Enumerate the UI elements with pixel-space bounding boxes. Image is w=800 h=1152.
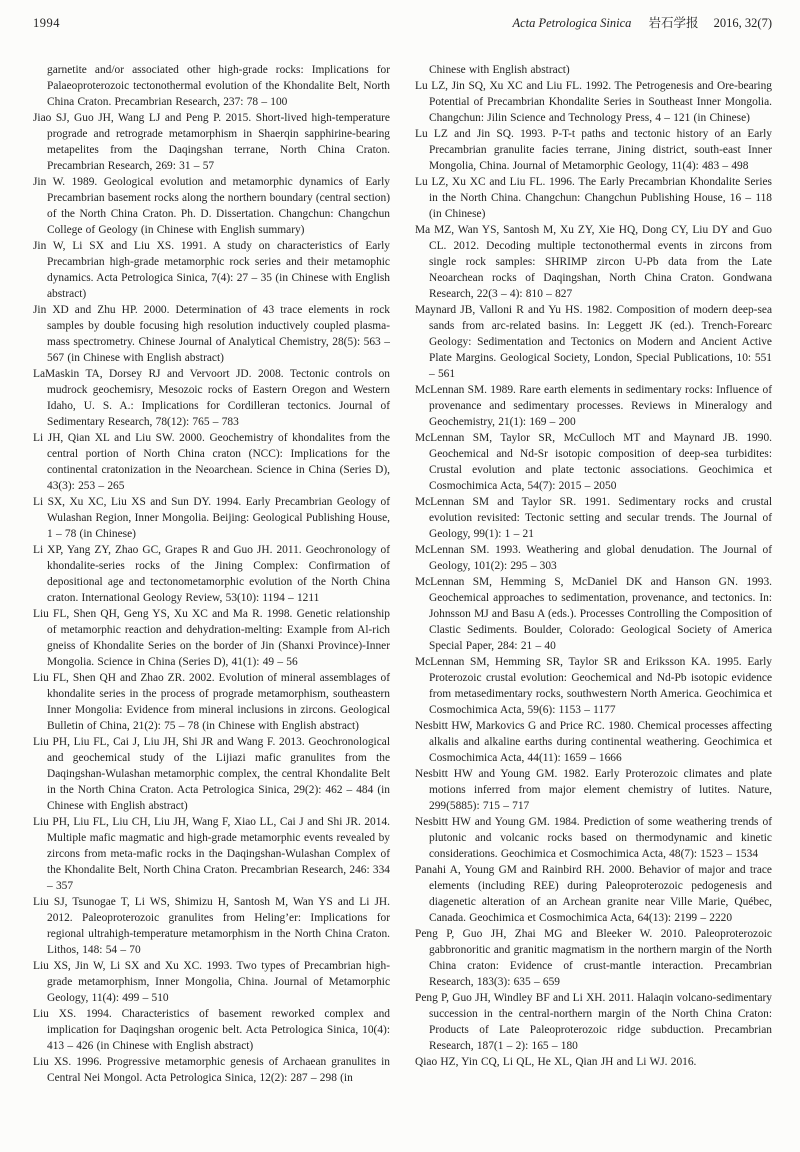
journal-name-chinese: 岩石学报 [648,16,699,30]
reference-entry: Nesbitt HW and Young GM. 1984. Prediction of some weathering trends of plutonic and volcanic rocks based on thermodynamic and kinetic considerations. Geochimica et Cosmochimica Acta, 48(7): 1523 – 1534 [415,816,772,860]
reference-entry: Li JH, Qian XL and Liu SW. 2000. Geochemistry of khondalites from the central portion of North China craton (NCC): Implications for the continental cratonization in the Neoarchean. Science in China (Series D), 43(3): 253 – 265 [33,432,390,492]
journal-name-english: Acta Petrologica Sinica [512,16,632,30]
reference-entry: Ma MZ, Wan YS, Santosh M, Xu ZY, Xie HQ, Dong CY, Liu DY and Guo CL. 2012. Decoding multiple tectonothermal events in zircons from single rock samples: SHRIMP zircon U-Pb data from the Late Neoarchean rocks of Daqingshan, North China Craton. Gondwana Research, 22(3 – 4): 810 – 827 [415,224,772,300]
reference-entry: Li XP, Yang ZY, Zhao GC, Grapes R and Guo JH. 2011. Geochronology of khondalite-series rocks of the Jining Complex: Confirmation of depositional age and tectonometamorphic evolution of the North China craton. International Geology Review, 53(10): 1194 – 1211 [33,544,390,604]
reference-entry: Liu FL, Shen QH, Geng YS, Xu XC and Ma R. 1998. Genetic relationship of metamorphic reaction and dehydration-melting: Example from Al-rich gneiss of Khondalite Series on the border of Jin (Shanxi Province)-Inner Mongolia. Science in China (Series D), 41(1): 49 – 56 [33,608,390,668]
reference-entry: Panahi A, Young GM and Rainbird RH. 2000. Behavior of major and trace elements (including REE) during Paleoproterozoic pedogenesis and diagenetic alteration of an Archean granite near Ville Marie, Québec, Canada. Geochimica et Cosmochimica Acta, 64(13): 2199 – 2220 [415,864,772,924]
page-number: 1994 [33,16,60,30]
reference-entry: Jiao SJ, Guo JH, Wang LJ and Peng P. 2015. Short-lived high-temperature prograde and retrograde metamorphism in Shaerqin sapphirine-bearing metapelites from the Daqingshan terrane, North China Craton. Precambrian Research, 269: 31 – 57 [33,112,390,172]
references-right-column [415,62,772,1070]
reference-entry: McLennan SM and Taylor SR. 1991. Sedimentary rocks and crustal evolution revisited: Tectonic setting and secular trends. The Journal of Geology, 99(1): 1 – 21 [415,496,772,540]
reference-entry: McLennan SM, Hemming SR, Taylor SR and Eriksson KA. 1995. Early Proterozoic crustal evolution: Geochemical and Nd-Pb isotopic evidence from metasedimentary rocks, southwestern North America. Geochimica et Cosmochimica Acta, 59(6): 1153 – 1177 [415,656,772,716]
reference-entry: McLennan SM. 1989. Rare earth elements in sedimentary rocks: Influence of provenance and sedimentary processes. Reviews in Mineralogy and Geochemistry, 21(1): 169 – 200 [415,384,772,428]
journal-issue: 2016, 32(7) [713,16,772,30]
reference-entry: Lu LZ, Jin SQ, Xu XC and Liu FL. 1992. The Petrogenesis and Ore-bearing Potential of Precambrian Khondalite Series in Southeast Inner Mongolia. Changchun: Jilin Science and Technology Press, 4 – 121 (in Chinese) [415,80,772,124]
reference-entry: Peng P, Guo JH, Windley BF and Li XH. 2011. Halaqin volcano-sedimentary succession in the central-northern margin of the North China Craton: Products of Late Paleoproterozoic ridge subduction. Precambrian Research, 187(1 – 2): 165 – 180 [415,992,772,1052]
page-header [33,13,772,31]
reference-entry: Li SX, Xu XC, Liu XS and Sun DY. 1994. Early Precambrian Geology of Wulashan Region, Inner Mongolia. Beijing: Geological Publishing House, 1 – 78 (in Chinese) [33,496,390,540]
reference-entry: Liu SJ, Tsunogae T, Li WS, Shimizu H, Santosh M, Wan YS and Li JH. 2012. Paleoproterozoic granulites from Heling’er: Implications for regional ultrahigh-temperature metamorphism in the North China Craton. Lithos, 148: 54 – 70 [33,896,390,956]
reference-entry: McLennan SM, Hemming S, McDaniel DK and Hanson GN. 1993. Geochemical approaches to sedimentation, provenance, and tectonics. In: Johnsson MJ and Basu A (eds.). Processes Controlling the Composition of Clastic Sediments. Boulder, Colorado: Geological Society of America Special Paper, 284: 21 – 40 [415,576,772,652]
reference-entry: Jin W, Li SX and Liu XS. 1991. A study on characteristics of Early Precambrian high-grade metamorphic rock series and their metamophic dynamics. Acta Petrologica Sinica, 7(4): 27 – 35 (in Chinese with English abstract) [33,240,390,300]
journal-running-head [512,13,772,31]
reference-entry: Jin XD and Zhu HP. 2000. Determination of 43 trace elements in rock samples by double focusing high resolution inductively coupled plasma-mass spectrometry. Chinese Journal of Analytical Chemistry, 28(5): 563 – 567 (in Chinese with English abstract) [33,304,390,364]
reference-entry: Maynard JB, Valloni R and Yu HS. 1982. Composition of modern deep-sea sands from arc-related basins. In: Leggett JK (ed.). Trench-Forearc Geology: Sedimentation and Tectonics on Modern and Ancient Active Plate Margins. Geological Society, London, Special Publications, 10: 551 – 561 [415,304,772,380]
reference-entry: McLennan SM. 1993. Weathering and global denudation. The Journal of Geology, 101(2): 295 – 303 [415,544,772,572]
reference-entry: Liu XS, Jin W, Li SX and Xu XC. 1993. Two types of Precambrian high-grade metamorphism, Inner Mongolia, China. Journal of Metamorphic Geology, 11(4): 499 – 510 [33,960,390,1004]
reference-entry: Liu PH, Liu FL, Cai J, Liu JH, Shi JR and Wang F. 2013. Geochronological and geochemical study of the Lijiazi mafic granulites from the Daqingshan-Wulashan metamorphic complex, the central Khondalite Belt in the North China Craton. Acta Petrologica Sinica, 29(2): 462 – 484 (in Chinese with English abstract) [33,736,390,812]
reference-entry: garnetite and/or associated other high-grade rocks: Implications for Palaeoproterozoic tectonothermal evolution of the Khondalite Belt, North China Craton. Precambrian Research, 237: 78 – 100 [47,64,390,108]
reference-entry: Nesbitt HW, Markovics G and Price RC. 1980. Chemical processes affecting alkalis and alkaline earths during continental weathering. Geochimica et Cosmochimica Acta, 44(11): 1659 – 1666 [415,720,772,764]
reference-entry: Chinese with English abstract) [429,64,570,76]
reference-entry: Qiao HZ, Yin CQ, Li QL, He XL, Qian JH and Li WJ. 2016. [415,1056,697,1068]
reference-entry: Jin W. 1989. Geological evolution and metamorphic dynamics of Early Precambrian basement rocks along the northern boundary (central section) of the North China Craton. Ph. D. Dissertation. Changchun: Changchun College of Geology (in Chinese with English summary) [33,176,390,236]
reference-entry: Liu FL, Shen QH and Zhao ZR. 2002. Evolution of mineral assemblages of khondalite series in the process of prograde metamorphism, southeastern Inner Mongolia: Evidence from mineral inclusions in zircons. Geological Bulletin of China, 21(2): 75 – 78 (in Chinese with English abstract) [33,672,390,732]
reference-entry: Liu PH, Liu FL, Liu CH, Liu JH, Wang F, Xiao LL, Cai J and Shi JR. 2014. Multiple mafic magmatic and high-grade metamorphic events revealed by zircons from meta-mafic rocks in the Daqingshan-Wulashan Complex of the Khondalite Belt, North China Craton. Precambrian Research, 246: 334 – 357 [33,816,390,892]
reference-entry: LaMaskin TA, Dorsey RJ and Vervoort JD. 2008. Tectonic controls on mudrock geochemisry, Mesozoic rocks of Eastern Oregon and Western Idaho, U. S. A.: Implications for Cordilleran tectonics. Journal of Sedimentary Research, 78(12): 765 – 783 [33,368,390,428]
reference-entry: Lu LZ, Xu XC and Liu FL. 1996. The Early Precambrian Khondalite Series in the North China. Changchun: Changchun Publishing House, 16 – 118 (in Chinese) [415,176,772,220]
references-left-column [33,62,390,1086]
reference-entry: Liu XS. 1994. Characteristics of basement reworked complex and implication for Daqingshan orogenic belt. Acta Petrologica Sinica, 10(4): 413 – 426 (in Chinese with English abstract) [33,1008,390,1052]
reference-entry: Peng P, Guo JH, Zhai MG and Bleeker W. 2010. Paleoproterozoic gabbronoritic and granitic magmatism in the northern margin of the North China craton: Evidence of crust-mantle interaction. Precambrian Research, 183(3): 635 – 659 [415,928,772,988]
reference-entry: McLennan SM, Taylor SR, McCulloch MT and Maynard JB. 1990. Geochemical and Nd-Sr isotopic composition of deep-sea turbidites: Crustal evolution and plate tectonic associations. Geochimica et Cosmochimica Acta, 54(7): 2015 – 2050 [415,432,772,492]
reference-entry: Nesbitt HW and Young GM. 1982. Early Proterozoic climates and plate motions inferred from major element chemistry of lutites. Nature, 299(5885): 715 – 717 [415,768,772,812]
reference-entry: Liu XS. 1996. Progressive metamorphic genesis of Archaean granulites in Central Nei Mongol. Acta Petrologica Sinica, 12(2): 287 – 298 (in [33,1056,390,1084]
reference-entry: Lu LZ and Jin SQ. 1993. P-T-t paths and tectonic history of an Early Precambrian granulite facies terrane, Jining district, south-east Inner Mongolia, China. Journal of Metamorphic Geology, 11(4): 483 – 498 [415,128,772,172]
